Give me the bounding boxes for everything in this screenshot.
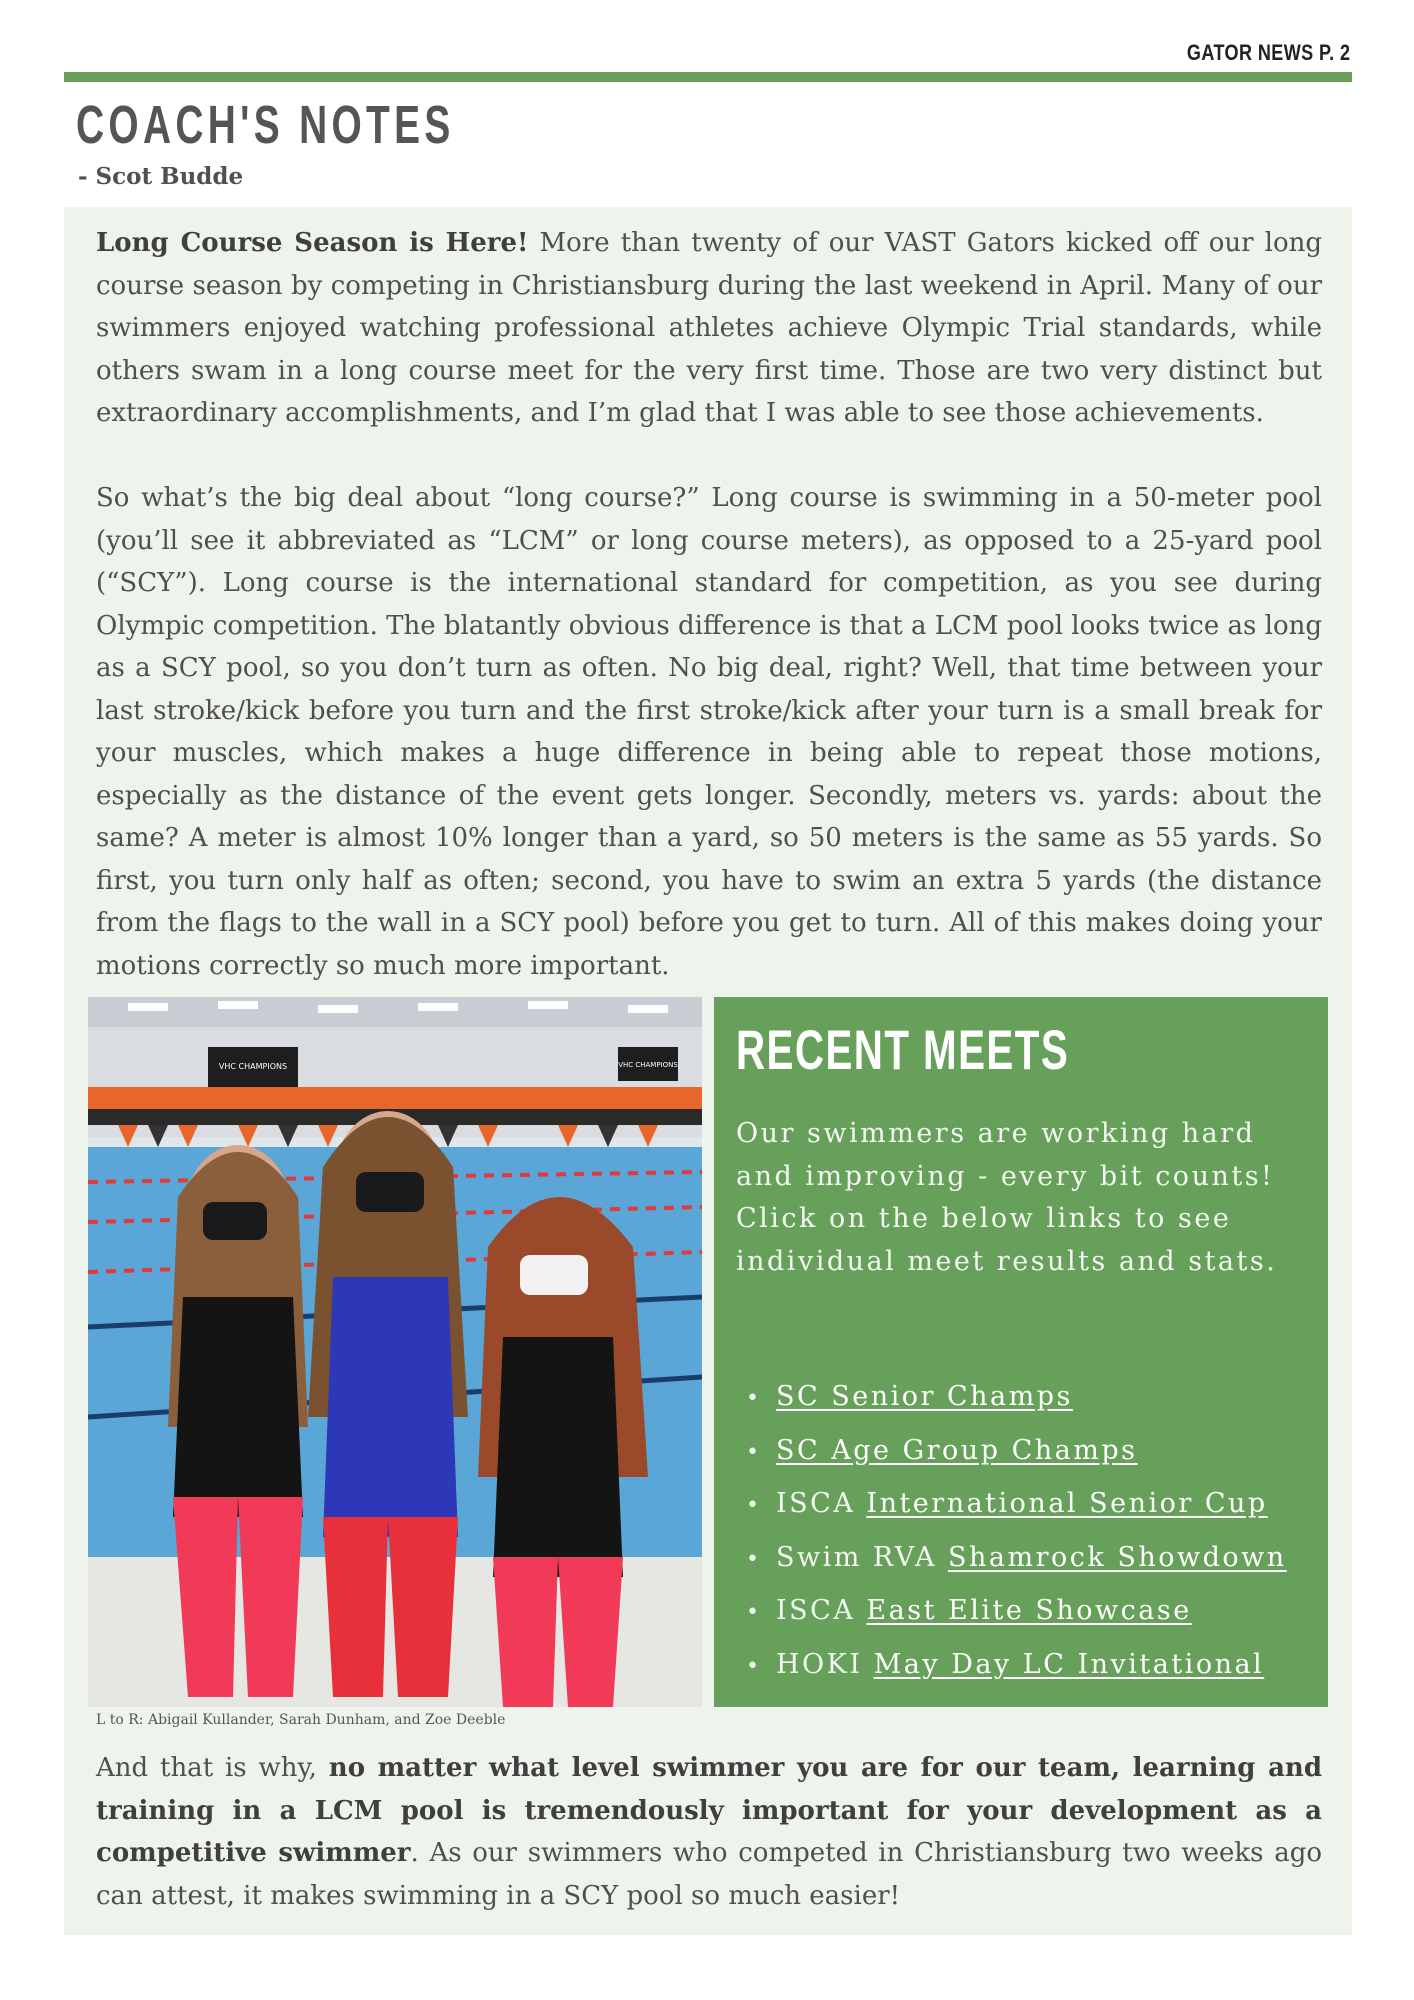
- bullet-icon: •: [746, 1600, 762, 1625]
- list-item: [746, 1371, 1287, 1425]
- paragraph-intro-text: More than twenty of our VAST Gators kicked off our long course season by competing in Christiansburg during the last weekend in April. Many of our swimmers enjoyed watching professional athletes achieve Olympic Trial standards, while others swam in a long course meet for the very first time. Those are two very distinct but extraordinary accomplishments, and I’m glad that I was able to see those achievements.: [96, 228, 1322, 428]
- photo-caption: L to R: Abigail Kullander, Sarah Dunham, and Zoe Deeble: [96, 1712, 506, 1728]
- banner-left-text: VHC CHAMPIONS: [218, 1062, 288, 1071]
- recent-meets-box: [714, 997, 1328, 1707]
- bullet-icon: •: [746, 1493, 762, 1518]
- recent-meets-title: RECENT MEETS: [736, 1018, 1070, 1081]
- list-item: [746, 1639, 1287, 1693]
- meet-link-sc-senior-champs[interactable]: SC Senior Champs: [776, 1381, 1073, 1412]
- meet-link-east-elite-showcase[interactable]: East Elite Showcase: [866, 1595, 1192, 1626]
- recent-meets-list: [746, 1371, 1287, 1692]
- bullet-icon: •: [746, 1386, 762, 1411]
- paragraph-long-course: So what’s the big deal about “long course?” Long course is swimming in a 50-meter pool (you’ll see it abbreviated as “LCM” or long course meters), as opposed to a 25-yard pool (“SCY”). Long course is the international standard for competition, as you see during Olympic competition. The blatantly obvious difference is that a LCM pool looks twice as long as a SCY pool, so you don’t turn as often. No big deal, right? Well, that time between your last stroke/kick before you turn and the first stroke/kick after your turn is a small break for your muscles, which makes a huge difference in being able to repeat those motions, especially as the distance of the event gets longer. Secondly, meters vs. yards: about the same? A meter is almost 10% longer than a yard, so 50 meters is the same as 55 yards. So first, you turn only half as often; second, you have to swim an extra 5 yards (the distance from the flags to the wall in a SCY pool) before you get to turn. All of this makes doing your motions correctly so much more important.: [96, 483, 1322, 981]
- meet-prefix: Swim RVA: [776, 1541, 949, 1573]
- meet-prefix: ISCA: [776, 1595, 867, 1626]
- bullet-icon: •: [746, 1439, 762, 1465]
- page-label: GATOR NEWS P. 2: [1186, 40, 1350, 65]
- meet-link-sc-age-group-champs[interactable]: SC Age Group Champs: [776, 1434, 1138, 1466]
- list-item: [746, 1532, 1287, 1586]
- conclusion-rest: . As our swimmers who competed in Christiansburg two weeks ago can attest, it makes swimming in a SCY pool so much easier!: [96, 1838, 1322, 1911]
- swimmers-photo: [88, 997, 702, 1707]
- paragraph-intro: [96, 222, 1322, 435]
- banner-right-text: VHC CHAMPIONS: [618, 1061, 678, 1069]
- bullet-icon: •: [746, 1653, 762, 1679]
- conclusion-bold: no matter what level swimmer you are for our team, learning and training in a LCM pool is tremendously important for your development as a competitive swimmer: [96, 1753, 1322, 1868]
- conclusion-intro: And that is why,: [96, 1753, 317, 1783]
- header-rule: [64, 72, 1352, 82]
- paragraph-lead: Long Course Season is Here!: [96, 228, 529, 258]
- meet-prefix: HOKI: [776, 1648, 874, 1680]
- list-item: [746, 1425, 1287, 1479]
- meet-link-international-senior-cup[interactable]: International Senior Cup: [866, 1488, 1268, 1519]
- list-item: [746, 1478, 1287, 1532]
- article-author: - Scot Budde: [78, 163, 244, 190]
- list-item: [746, 1585, 1287, 1639]
- meet-link-shamrock-showdown[interactable]: Shamrock Showdown: [948, 1541, 1287, 1573]
- meet-link-may-day-lc-invitational[interactable]: May Day LC Invitational: [873, 1648, 1265, 1680]
- recent-meets-intro: Our swimmers are working hard and improving - every bit counts! Click on the below links to see individual meet results and stats.: [736, 1118, 1278, 1277]
- paragraph-conclusion: [96, 1747, 1322, 1917]
- article-title: COACH'S NOTES: [76, 95, 455, 155]
- bullet-icon: •: [746, 1546, 762, 1572]
- meet-prefix: ISCA: [776, 1488, 867, 1519]
